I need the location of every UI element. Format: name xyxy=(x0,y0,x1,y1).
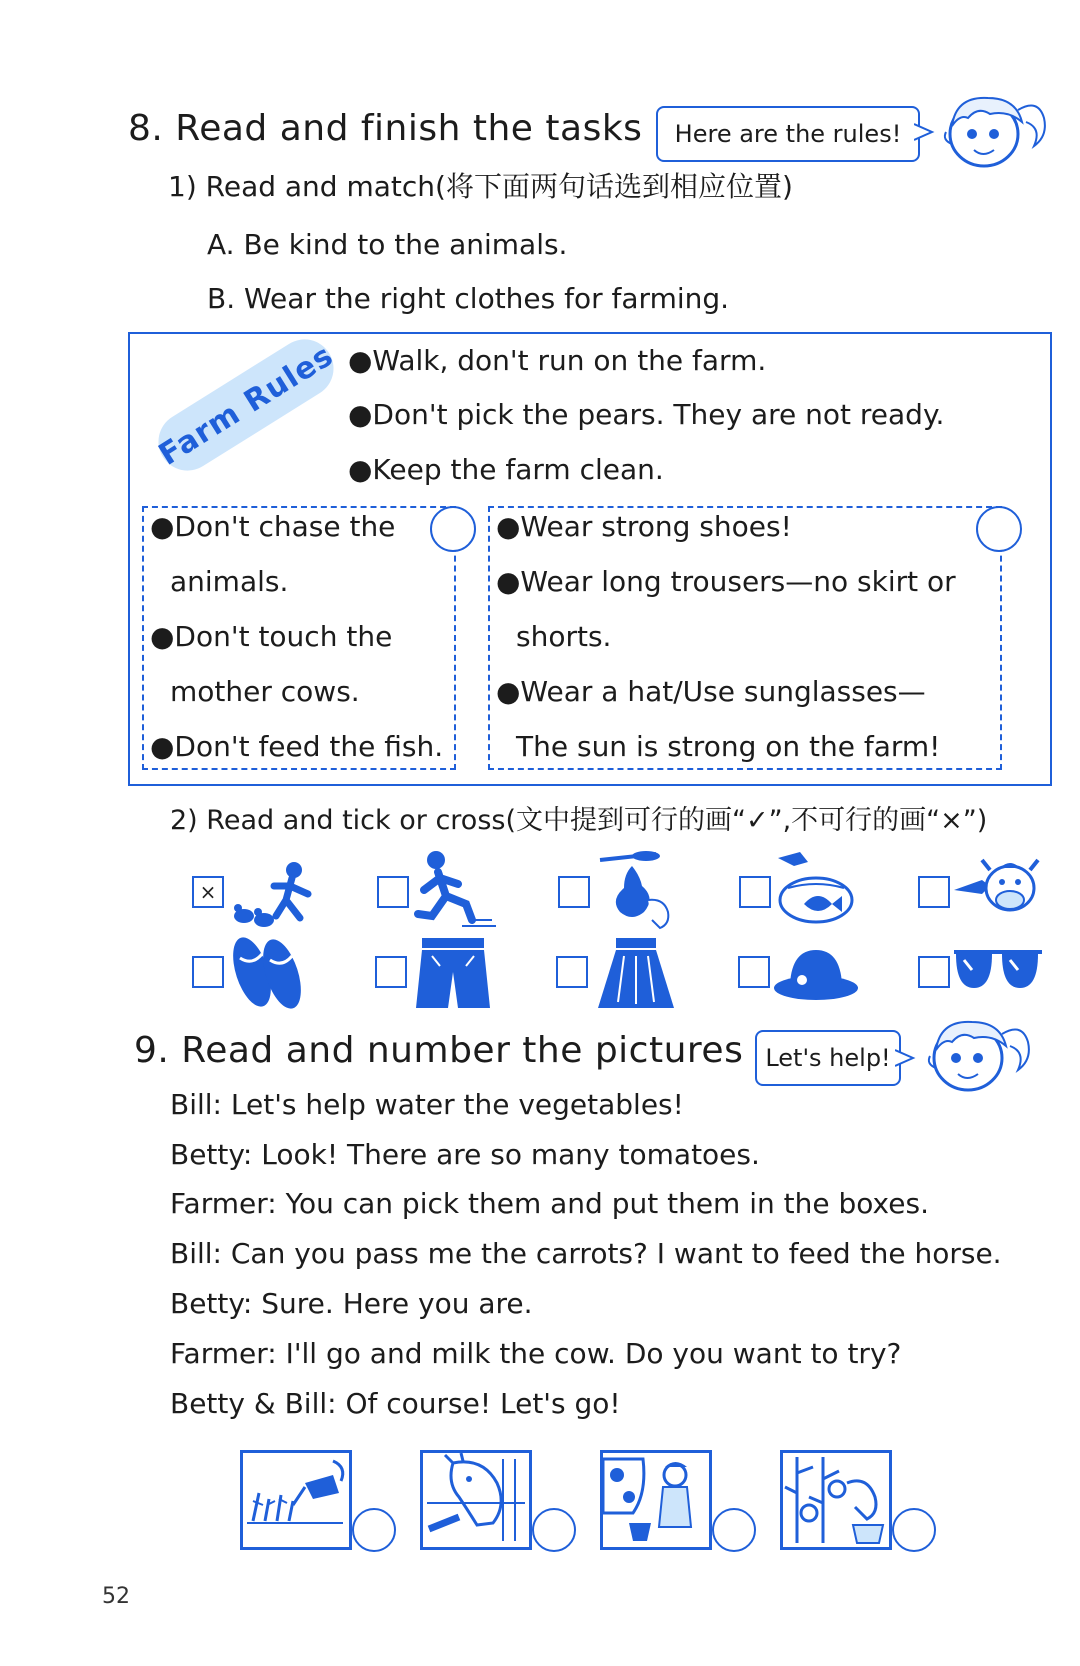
dialogue-line-7: Betty & Bill: Of course! Let's go! xyxy=(170,1387,621,1420)
milking-cow-picture xyxy=(600,1450,712,1550)
running-checkbox[interactable] xyxy=(377,876,409,908)
bubble-tail-icon xyxy=(895,1046,917,1070)
right-group-line-3: shorts. xyxy=(516,620,612,653)
farm-rules-label: Farm Rules xyxy=(148,328,345,481)
chasing-ducks-icon xyxy=(230,858,320,930)
left-group-line-3: ●Don't touch the xyxy=(150,620,393,653)
picture-2-answer-circle[interactable] xyxy=(532,1508,576,1552)
touching-cow-icon xyxy=(952,850,1042,928)
running-man-icon xyxy=(412,850,496,930)
rule-3: ●Keep the farm clean. xyxy=(348,453,664,486)
speech-bubble-help: Let's help! xyxy=(755,1030,901,1086)
picture-1-answer-circle[interactable] xyxy=(352,1508,396,1552)
cow-milking-icon xyxy=(603,1453,709,1547)
skirt-icon xyxy=(594,936,678,1012)
page-number: 52 xyxy=(102,1584,130,1609)
task-2-title: 2) Read and tick or cross(文中提到可行的画“✓”,不可行的画“×”) xyxy=(170,805,988,836)
sandals-icon xyxy=(228,932,308,1014)
sandals-checkbox[interactable] xyxy=(192,956,224,988)
right-group-line-1: ●Wear strong shoes! xyxy=(496,510,792,543)
right-group-line-4: ●Wear a hat/Use sunglasses— xyxy=(496,675,926,708)
rule-1: ●Walk, don't run on the farm. xyxy=(348,344,767,377)
picking-pear-icon xyxy=(594,850,678,930)
shorts-checkbox[interactable] xyxy=(375,956,407,988)
right-group-answer-circle[interactable] xyxy=(976,506,1022,552)
right-group-line-5: The sun is strong on the farm! xyxy=(516,730,941,763)
watering-vegetables-picture xyxy=(240,1450,352,1550)
sunglasses-checkbox[interactable] xyxy=(918,956,950,988)
left-group-line-1: ●Don't chase the xyxy=(150,510,396,543)
shorts-icon xyxy=(414,936,492,1012)
left-group-line-4: mother cows. xyxy=(170,675,360,708)
feeding-horse-picture xyxy=(420,1450,532,1550)
skirt-checkbox[interactable] xyxy=(556,956,588,988)
hat-icon xyxy=(772,944,862,1002)
speech-bubble-rules: Here are the rules! xyxy=(656,106,920,162)
feed-fish-checkbox[interactable] xyxy=(739,876,771,908)
dialogue-line-6: Farmer: I'll go and milk the cow. Do you want to try? xyxy=(170,1337,902,1370)
girl-face-icon xyxy=(922,1012,1034,1100)
section-9-title: 9. Read and number the pictures xyxy=(134,1030,744,1071)
option-a: A. Be kind to the animals. xyxy=(207,228,568,261)
picture-4-answer-circle[interactable] xyxy=(892,1508,936,1552)
left-group-line-5: ●Don't feed the fish. xyxy=(150,730,444,763)
dialogue-line-2: Betty: Look! There are so many tomatoes. xyxy=(170,1138,760,1171)
picture-3-answer-circle[interactable] xyxy=(712,1508,756,1552)
task-1-title: 1) Read and match(将下面两句话选到相应位置) xyxy=(168,170,793,203)
dialogue-line-4: Bill: Can you pass me the carrots? I want to feed the horse. xyxy=(170,1237,1002,1270)
right-group-line-2: ●Wear long trousers—no skirt or xyxy=(496,565,956,598)
dialogue-line-3: Farmer: You can pick them and put them in the boxes. xyxy=(170,1187,929,1220)
rule-2: ●Don't pick the pears. They are not ready. xyxy=(348,398,945,431)
picking-tomatoes-picture xyxy=(780,1450,892,1550)
left-group-line-2: animals. xyxy=(170,565,289,598)
feeding-fish-icon xyxy=(772,848,858,928)
left-group-answer-circle[interactable] xyxy=(430,506,476,552)
bubble-tail-icon xyxy=(914,120,936,144)
section-8-title: 8. Read and finish the tasks xyxy=(128,108,643,149)
hat-checkbox[interactable] xyxy=(738,956,770,988)
touch-cow-checkbox[interactable] xyxy=(918,876,950,908)
girl-face-icon xyxy=(938,88,1050,176)
option-b: B. Wear the right clothes for farming. xyxy=(207,282,730,315)
tomato-plant-icon xyxy=(783,1453,889,1547)
watering-can-icon xyxy=(243,1453,349,1547)
dialogue-line-1: Bill: Let's help water the vegetables! xyxy=(170,1088,684,1121)
sunglasses-icon xyxy=(952,946,1044,998)
dialogue-line-5: Betty: Sure. Here you are. xyxy=(170,1287,533,1320)
example-checkbox[interactable]: × xyxy=(192,876,224,908)
horse-icon xyxy=(423,1453,529,1547)
pick-pear-checkbox[interactable] xyxy=(558,876,590,908)
